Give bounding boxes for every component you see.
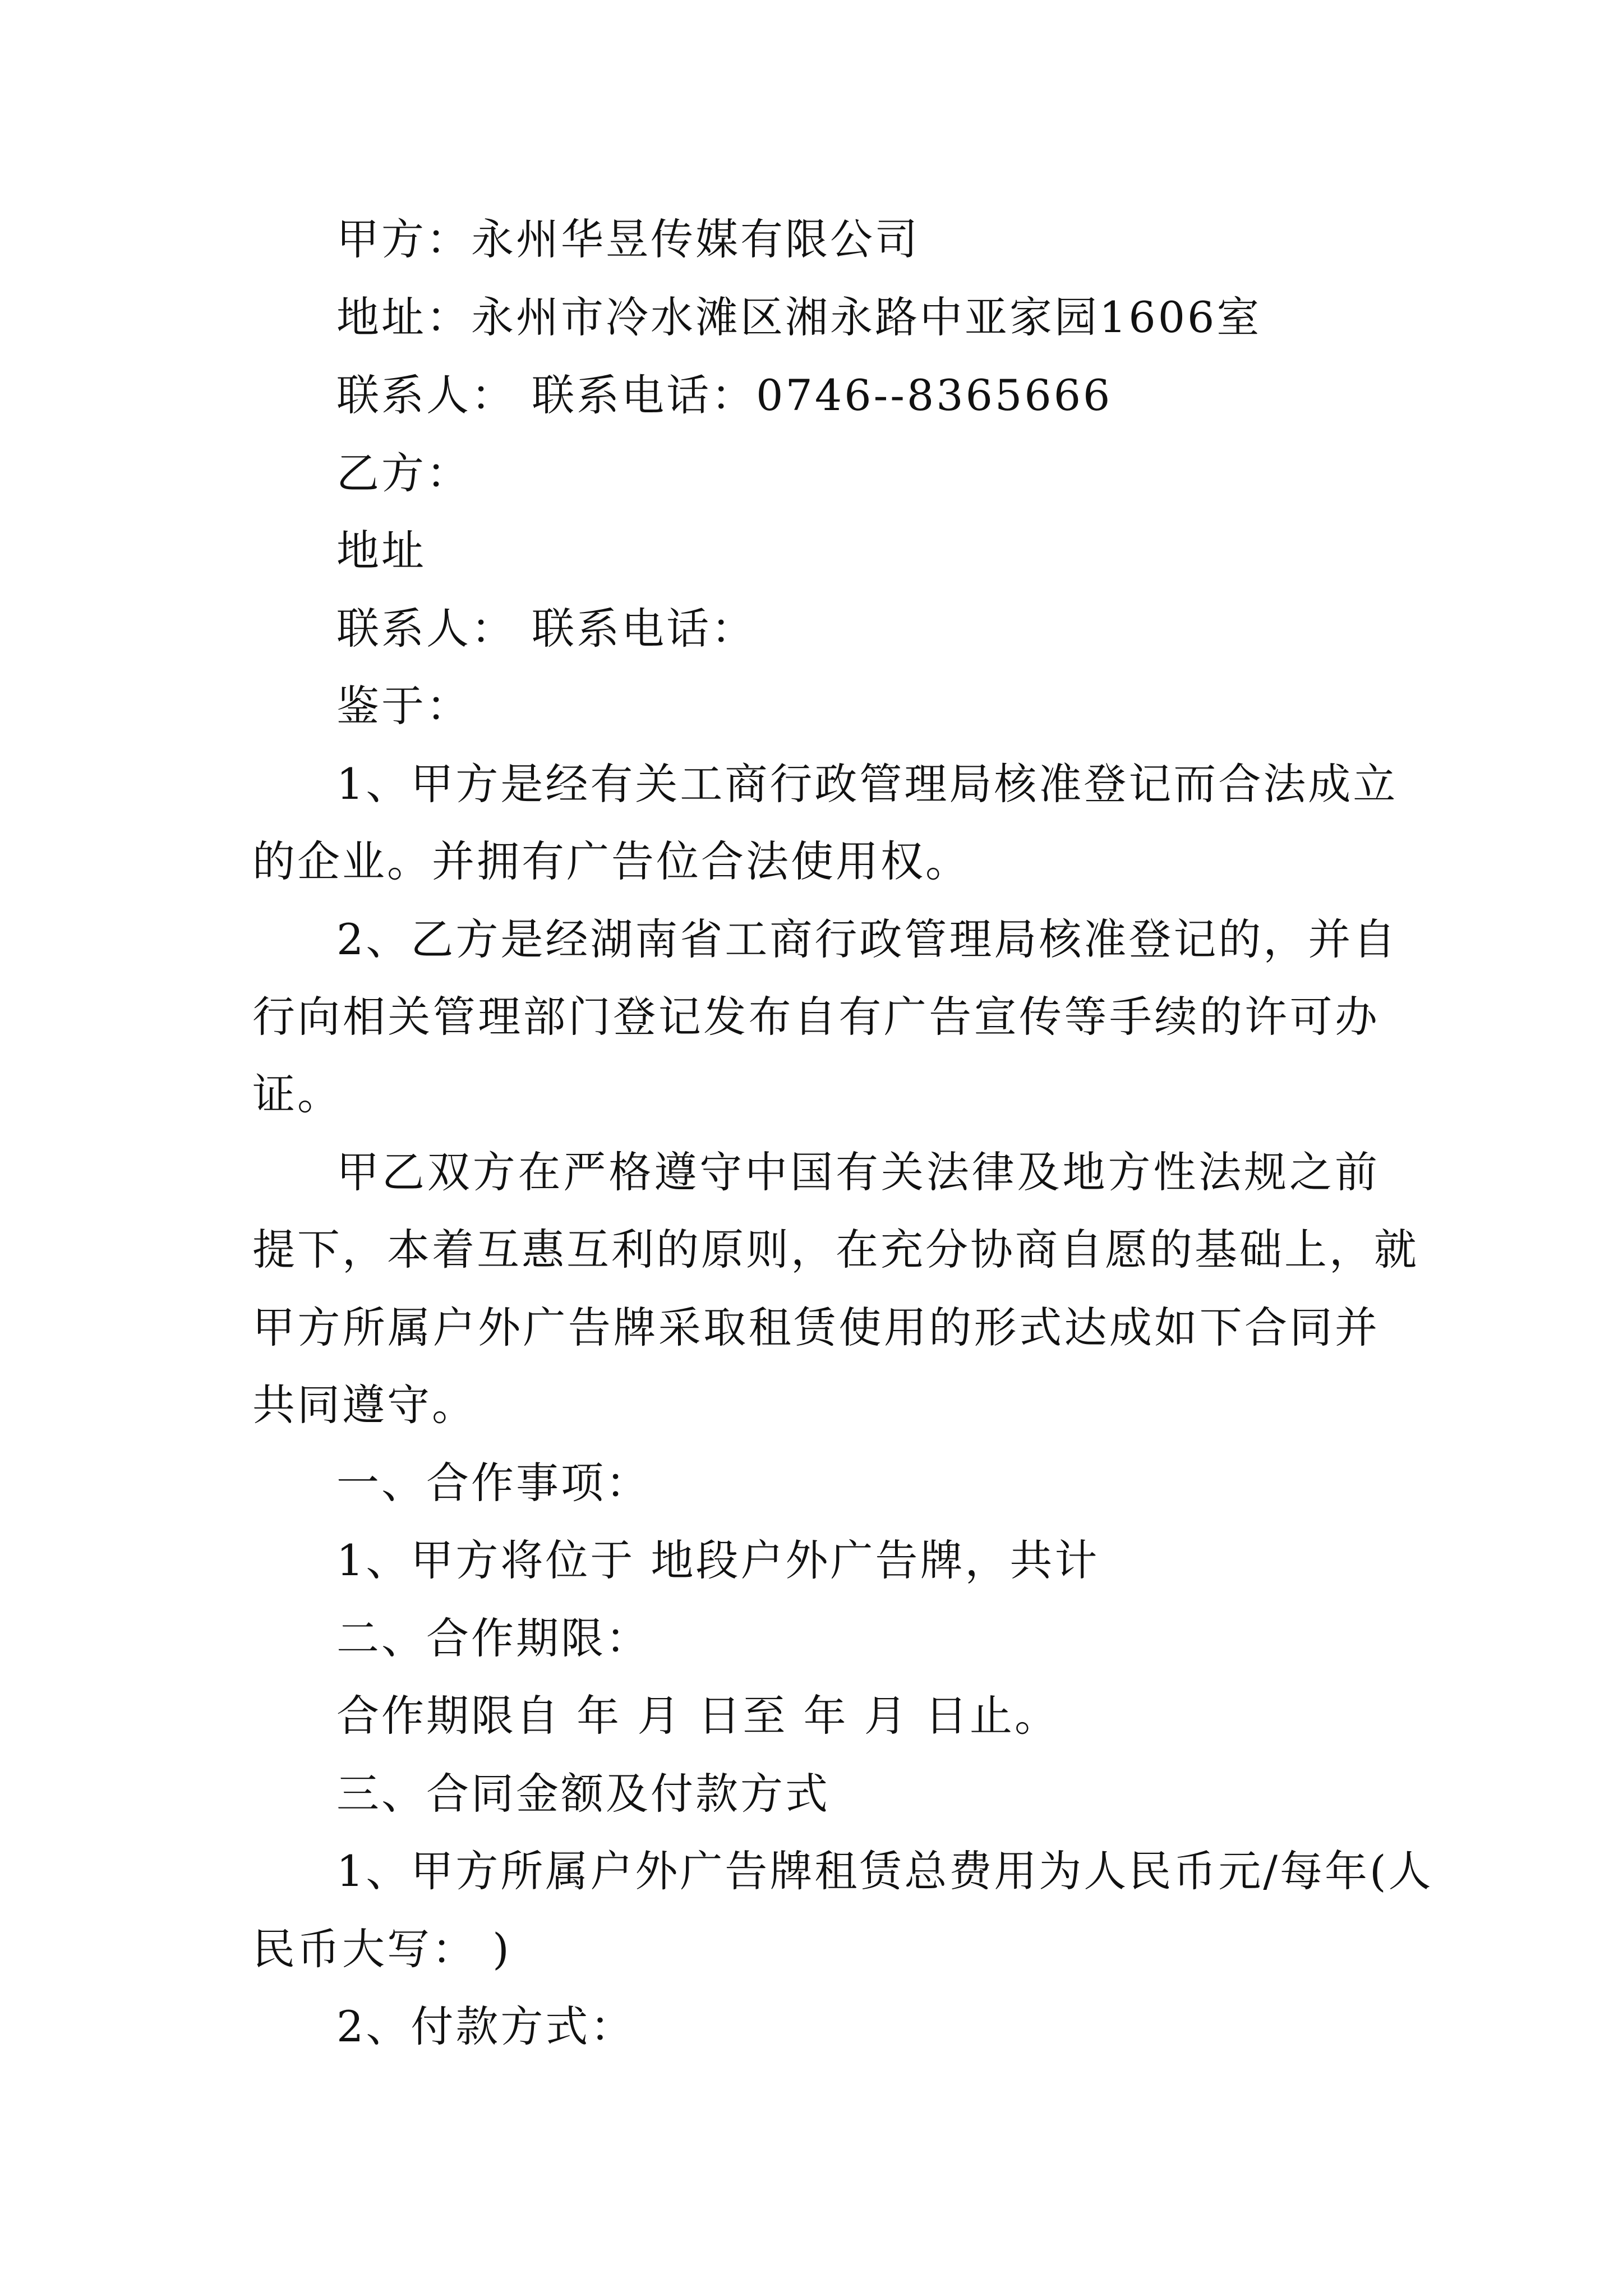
section-1-heading: 一、合作事项：	[336, 1458, 651, 1508]
fee-line-2: 民币大写： )	[252, 1924, 511, 1974]
party-b-name: 乙方：	[336, 448, 471, 498]
recital-1-line-1: 1、甲方是经有关工商行政管理局核准登记而合法成立	[336, 759, 1398, 809]
section-2-heading: 二、合作期限：	[336, 1613, 651, 1663]
party-a-contact: 联系人： 联系电话：0746--8365666	[336, 370, 1113, 420]
party-a-name: 甲方：永州华昱传媒有限公司	[336, 214, 920, 264]
recital-2-line-1: 2、乙方是经湖南省工商行政管理局核准登记的，并自	[336, 914, 1398, 964]
party-a-address: 地址：永州市冷水滩区湘永路中亚家园1606室	[336, 292, 1262, 342]
party-b-contact: 联系人： 联系电话：	[336, 604, 757, 654]
recital-1-line-2: 的企业。并拥有广告位合法使用权。	[252, 836, 970, 886]
agreement-line-2: 提下，本着互惠互利的原则，在充分协商自愿的基础上，就	[252, 1225, 1419, 1274]
section-3-heading: 三、合同金额及付款方式	[336, 1769, 830, 1819]
agreement-line-4: 共同遵守。	[252, 1380, 477, 1430]
cooperation-period: 合作期限自 年 月 日至 年 月 日止。	[336, 1691, 1059, 1741]
whereas-heading: 鉴于：	[336, 681, 471, 731]
party-b-address: 地址	[336, 526, 426, 576]
section-1-item-1: 1、甲方将位于 地段户外广告牌，共计	[336, 1535, 1100, 1585]
fee-line-1: 1、甲方所属户外广告牌租赁总费用为人民币元/每年(人	[336, 1846, 1433, 1896]
agreement-line-3: 甲方所属户外广告牌采取租赁使用的形式达成如下合同并	[252, 1303, 1380, 1352]
payment-method: 2、付款方式：	[336, 2001, 635, 2051]
agreement-line-1: 甲乙双方在严格遵守中国有关法律及地方性法规之前	[336, 1147, 1380, 1197]
recital-2-line-3: 证。	[252, 1069, 342, 1119]
recital-2-line-2: 行向相关管理部门登记发布自有广告宣传等手续的许可办	[252, 992, 1380, 1042]
